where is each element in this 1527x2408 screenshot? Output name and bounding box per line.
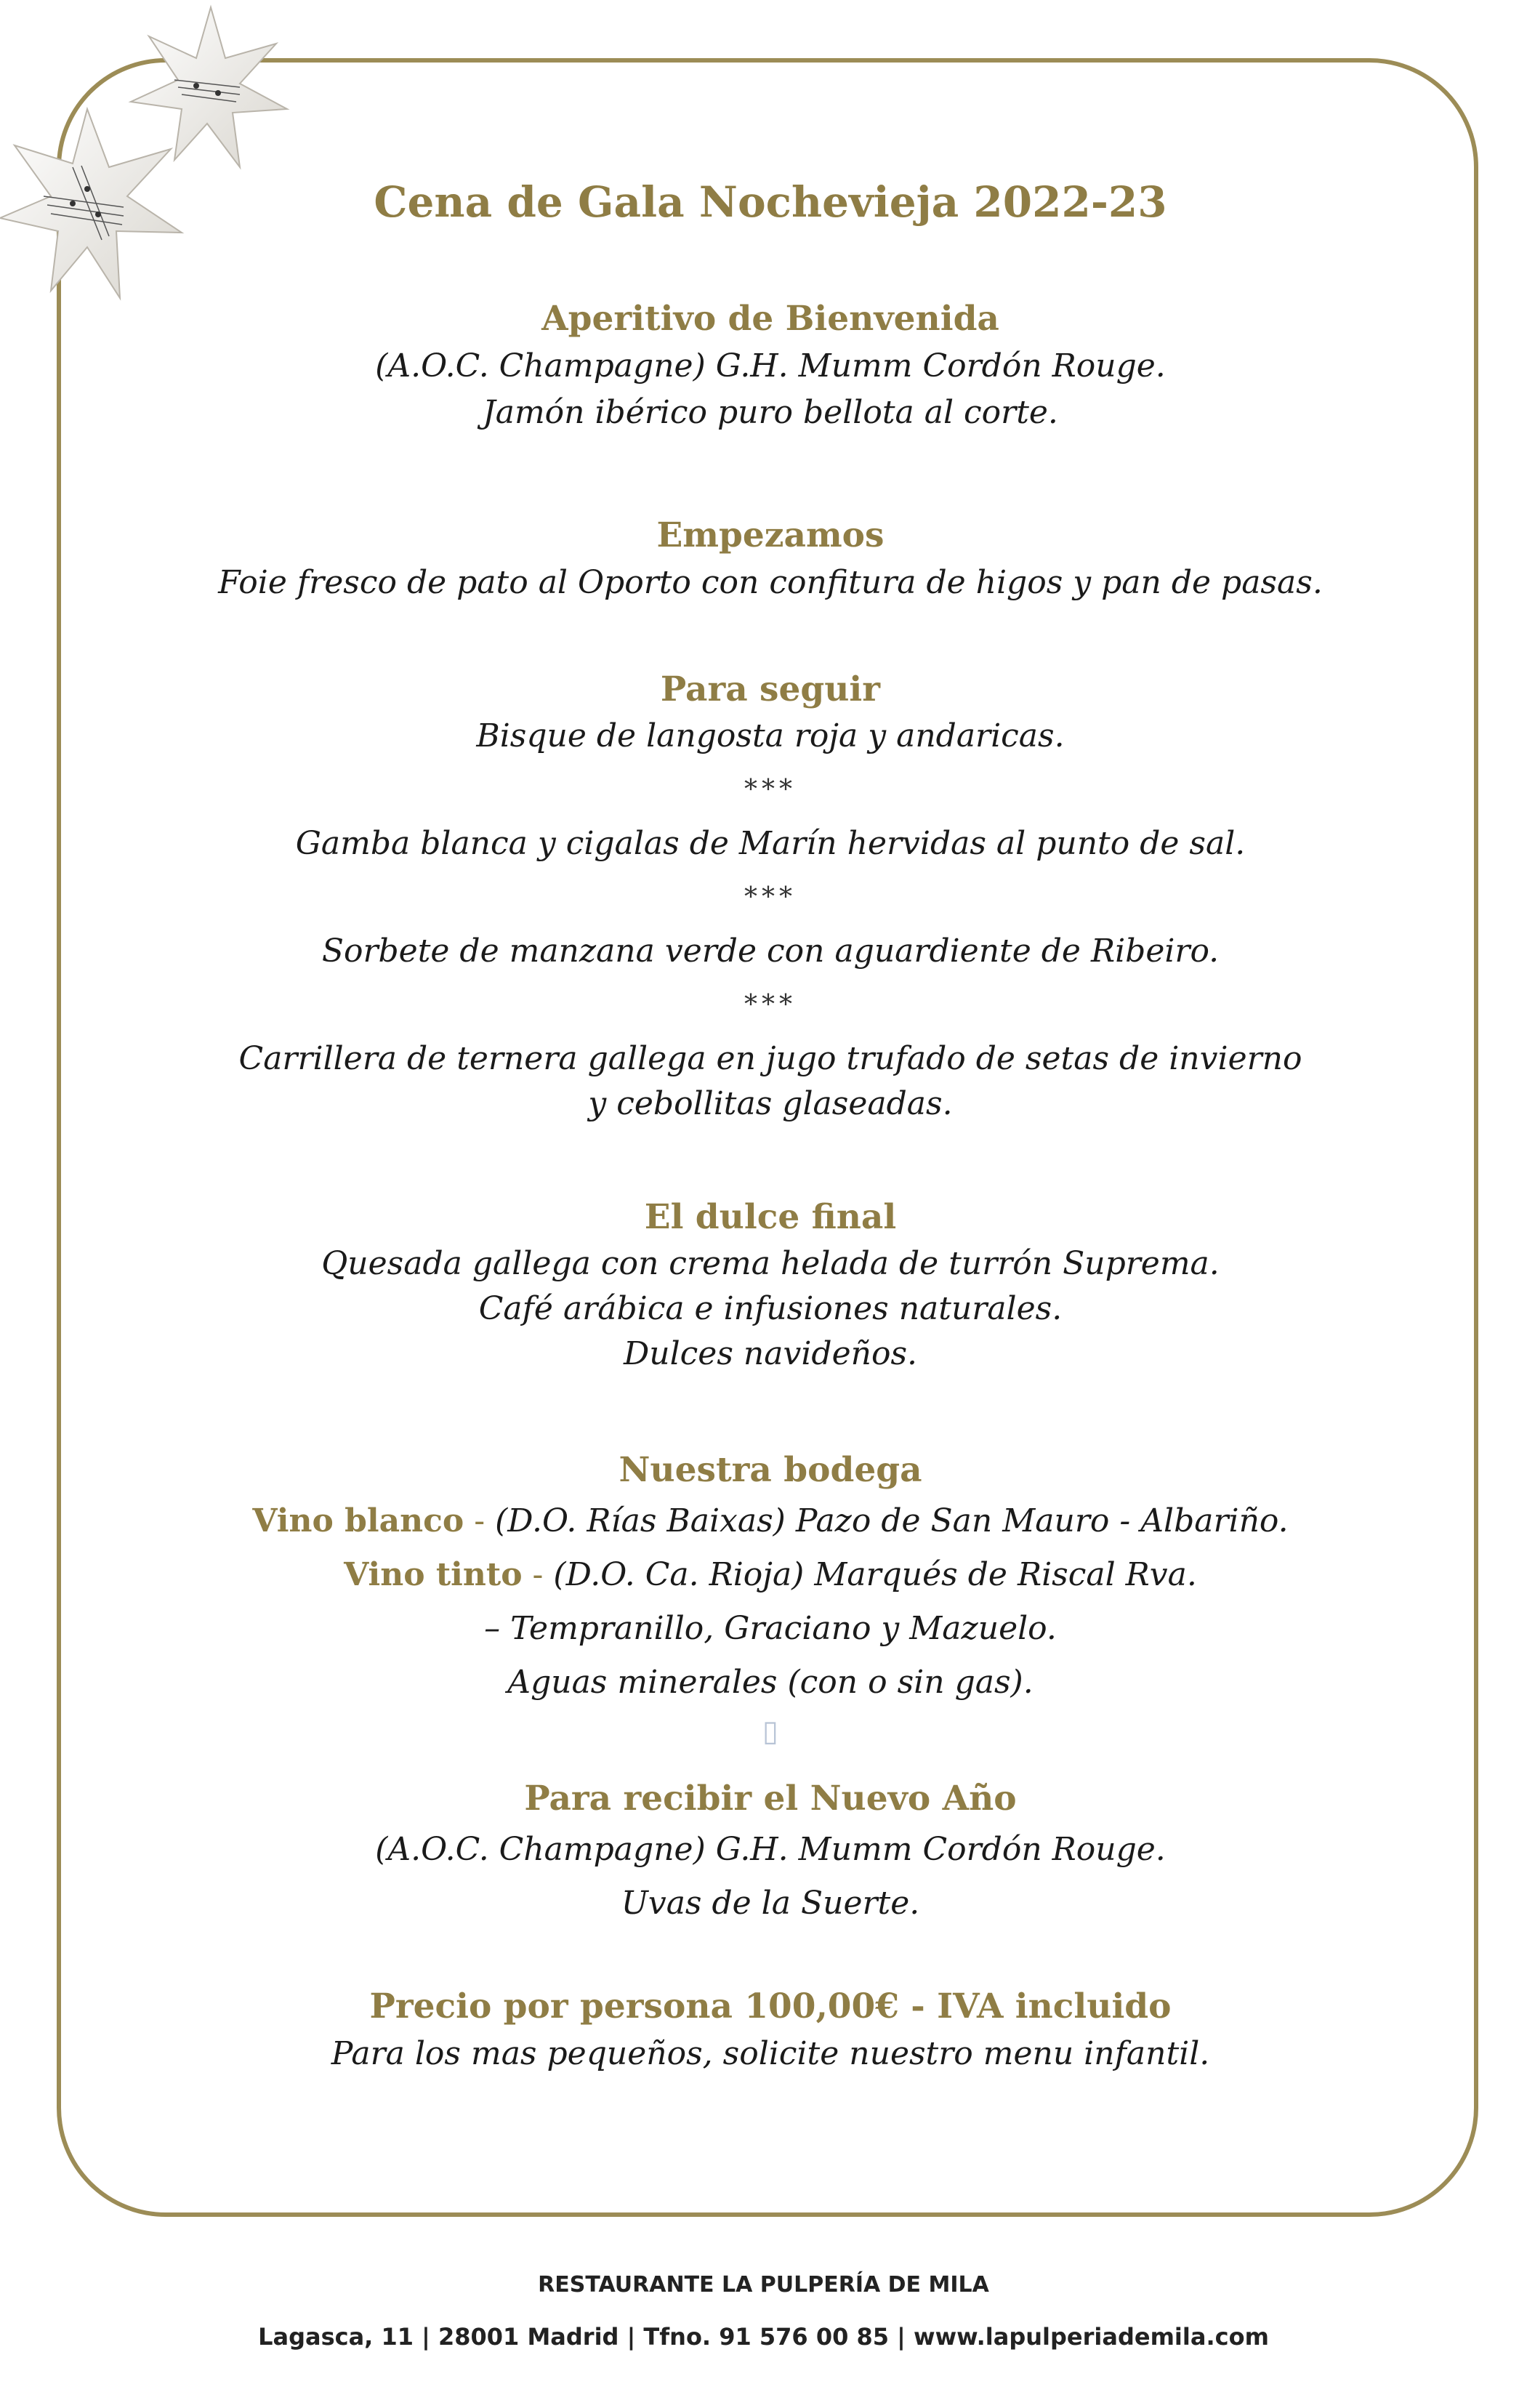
- section-dulce-final: [131, 1193, 1410, 1377]
- separator: ***: [744, 775, 797, 805]
- wine-white-text: (D.O. Rías Baixas) Pazo de San Mauro - Albariño.: [495, 1502, 1289, 1539]
- menu-line: (A.O.C. Champagne) G.H. Mumm Cordón Rouge.: [375, 347, 1166, 384]
- menu-line: Aguas minerales (con o sin gas).: [507, 1664, 1034, 1701]
- menu-line: Café arábica e infusiones naturales.: [478, 1290, 1063, 1327]
- section-precio: [131, 1983, 1410, 2077]
- restaurant-address: Lagasca, 11 | 28001 Madrid | Tfno. 91 576 00 85 | www.lapulperiademila.com: [258, 2323, 1269, 2351]
- dash: -: [464, 1502, 496, 1539]
- section-heading: Aperitivo de Bienvenida: [541, 299, 999, 339]
- menu-line: Para los mas pequeños, solicite nuestro menu infantil.: [331, 2035, 1210, 2072]
- menu-line: Quesada gallega con crema helada de turrón Suprema.: [321, 1245, 1220, 1282]
- menu-line: – Tempranillo, Graciano y Mazuelo.: [484, 1610, 1057, 1647]
- wine-red-line: [131, 1548, 1410, 1602]
- menu-line: y cebollitas glaseadas.: [588, 1085, 953, 1122]
- section-para-seguir: [131, 666, 1410, 1127]
- section-aperitivo: [131, 295, 1410, 436]
- menu-line: Uvas de la Suerte.: [621, 1885, 920, 1922]
- menu-line: Sorbete de manzana verde con aguardiente de Ribeiro.: [321, 933, 1220, 970]
- dash: -: [522, 1556, 554, 1593]
- wine-red-label: Vino tinto: [344, 1556, 523, 1593]
- price-heading: Precio por persona 100,00€ - IVA incluido: [369, 1986, 1172, 2026]
- menu-line: (A.O.C. Champagne) G.H. Mumm Cordón Rouge.: [375, 1831, 1166, 1868]
- menu-title: Cena de Gala Nochevieja 2022-23: [374, 177, 1167, 227]
- menu-content: [131, 173, 1410, 2077]
- wine-red-text: (D.O. Ca. Rioja) Marqués de Riscal Rva.: [553, 1556, 1197, 1593]
- section-bodega: [131, 1446, 1410, 1753]
- section-heading: El dulce final: [644, 1197, 897, 1237]
- separator: ***: [744, 990, 797, 1020]
- section-empezamos: [131, 512, 1410, 606]
- restaurant-name: RESTAURANTE LA PULPERÍA DE MILA: [538, 2272, 989, 2298]
- section-heading: Para recibir el Nuevo Año: [524, 1779, 1017, 1819]
- menu-line: Jamón ibérico puro bellota al corte.: [483, 394, 1058, 431]
- wine-white-line: [131, 1494, 1410, 1548]
- menu-line: Foie fresco de pato al Oporto con confitura de higos y pan de pasas.: [218, 564, 1323, 601]
- section-heading: Nuestra bodega: [619, 1450, 922, 1490]
- section-heading: Empezamos: [656, 515, 885, 555]
- wine-white-label: Vino blanco: [252, 1502, 464, 1539]
- section-heading: Para seguir: [660, 669, 881, 709]
- menu-line: Carrillera de ternera gallega en jugo trufado de setas de invierno: [238, 1040, 1302, 1077]
- menu-line: Dulces navideños.: [623, 1335, 918, 1372]
- placeholder-glyph-icon: ▯: [762, 1715, 778, 1748]
- section-nuevo-ano: [131, 1775, 1410, 1930]
- menu-line: Gamba blanca y cigalas de Marín hervidas al punto de sal.: [295, 825, 1246, 862]
- menu-line: Bisque de langosta roja y andaricas.: [476, 717, 1065, 754]
- separator: ***: [744, 882, 797, 912]
